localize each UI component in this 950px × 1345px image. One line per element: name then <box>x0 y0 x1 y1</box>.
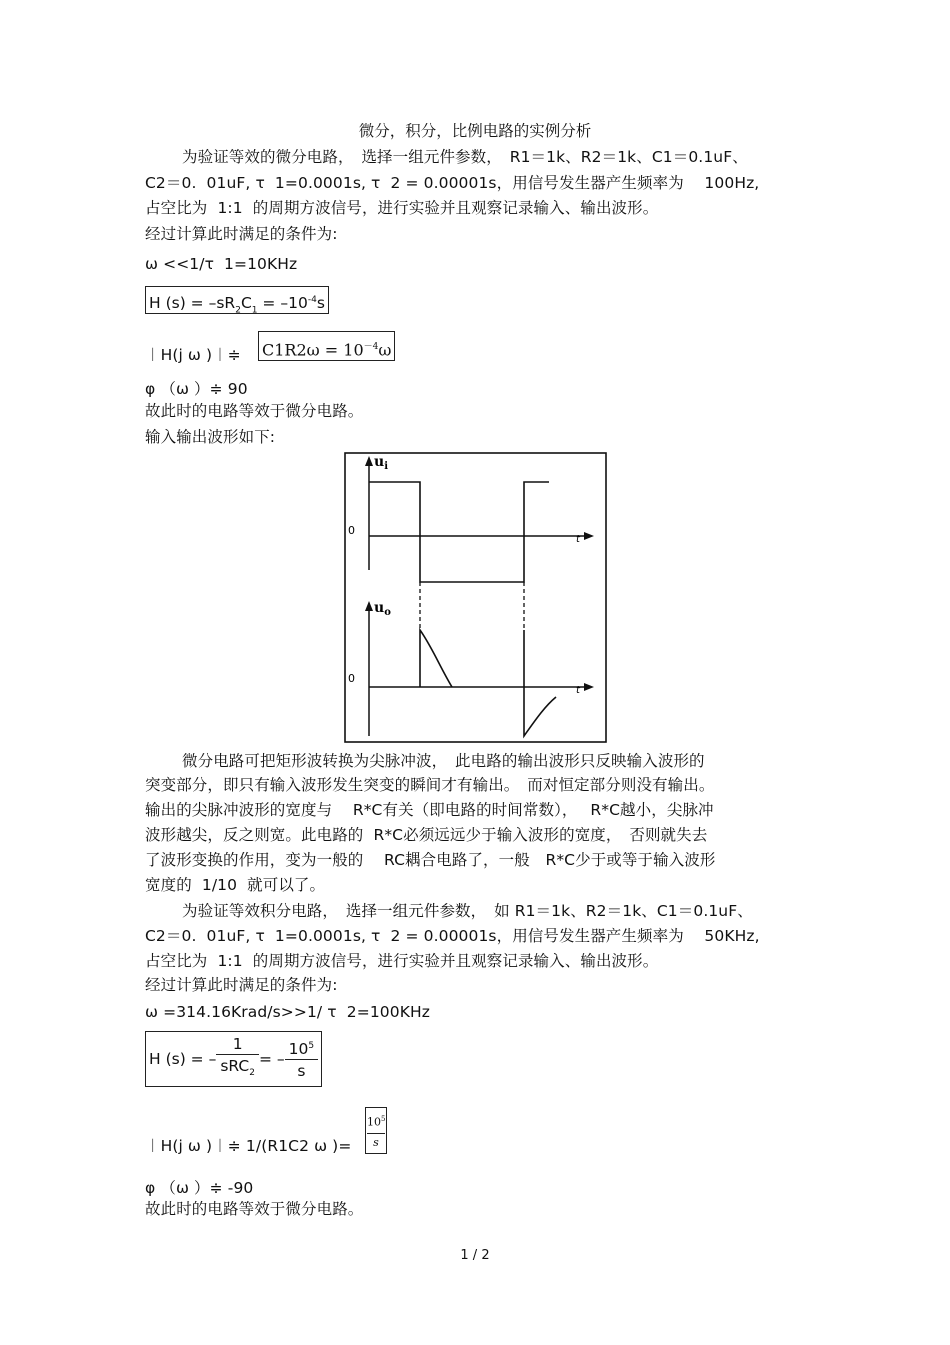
condition-label: 经过计算此时满足的条件为: <box>145 976 338 994</box>
page-number: 1 / 2 <box>460 1248 490 1263</box>
paragraph-line: 占空比为 1:1 的周期方波信号，进行实验并且观察记录输入、输出波形。 <box>145 199 659 217</box>
page-title: 微分，积分，比例电路的实例分析 <box>358 122 592 140</box>
paragraph-line: 突变部分，即只有输入波形发生突变的瞬间才有输出。 而对恒定部分则没有输出。 <box>145 776 715 794</box>
magnitude-label: ︱H(j ω )︱≑ 1/(R1C2 ω )= <box>145 1137 352 1155</box>
input-label: $u_i$ <box>374 454 388 472</box>
output-t-label: t <box>576 685 580 696</box>
fraction: $\frac{10^5}{s}$ <box>285 1036 318 1082</box>
figure-frame <box>345 453 606 742</box>
paragraph-line: 为验证等效的微分电路， 选择一组元件参数， R1＝1k、R2＝1k、C1＝0.1uF、 <box>182 148 748 166</box>
integrator-transfer-function-box: H (s) = – $\frac{1}{sRC_2}$ = – $\frac{10^5}{s}$ <box>145 1031 322 1087</box>
waveform-figure <box>344 452 608 744</box>
magnitude-label: ︱H(j ω )︱≑ <box>145 346 241 364</box>
magnitude-fraction-box: $10^5$ s <box>365 1107 387 1154</box>
magnitude-formula-box: $C1R2\omega = 10^{-4}\omega$ <box>258 331 395 361</box>
paragraph-line: 微分电路可把矩形波转换为尖脉冲波， 此电路的输出波形只反映输入波形的 <box>182 752 705 770</box>
transfer-function-box: H $(s) = -sR_2C_1 = -10^{-4}s$ <box>145 286 329 314</box>
condition-label: 经过计算此时满足的条件为: <box>145 225 338 243</box>
condition-formula: ω <<1/τ 1=10KHz <box>145 255 298 273</box>
output-zero-label: 0 <box>348 672 355 685</box>
paragraph-line: C2＝0. 01uF, τ 1=0.0001s, τ 2 = 0.00001s，用信号发生器产生频率为 100Hz, <box>145 174 760 192</box>
condition-formula: ω =314.16Krad/s>>1/ τ 2=100KHz <box>145 1003 430 1021</box>
paragraph-line: 波形越尖，反之则宽。此电路的 R*C必须远远少于输入波形的宽度， 否则就失去 <box>145 826 708 844</box>
phase-formula: φ （ω ）≑ 90 <box>145 380 248 398</box>
input-zero-label: 0 <box>348 524 355 537</box>
paragraph-line: 为验证等效积分电路， 选择一组元件参数， 如 R1＝1k、R2＝1k、C1＝0.1uF、 <box>182 902 753 920</box>
conclusion: 故此时的电路等效于微分电路。 <box>145 402 364 420</box>
paragraph-line: 了波形变换的作用，变为一般的 RC耦合电路了，一般 R*C少于或等于输入波形 <box>145 851 716 869</box>
paragraph-line: 宽度的 1/10 就可以了。 <box>145 876 326 894</box>
paragraph-line: 占空比为 1:1 的周期方波信号，进行实验并且观察记录输入、输出波形。 <box>145 952 659 970</box>
input-t-label: t <box>576 534 580 545</box>
phase-formula: φ （ω ）≑ -90 <box>145 1179 254 1197</box>
paragraph-line: C2＝0. 01uF, τ 1=0.0001s, τ 2 = 0.00001s，用信号发生器产生频率为 50KHz, <box>145 927 760 945</box>
waveform-label: 输入输出波形如下: <box>145 428 276 446</box>
conclusion: 故此时的电路等效于微分电路。 <box>145 1200 364 1218</box>
output-label: $u_o$ <box>374 600 391 618</box>
paragraph-line: 输出的尖脉冲波形的宽度与 R*C有关（即电路的时间常数）， R*C越小，尖脉冲 <box>145 801 714 819</box>
fraction: $\frac{1}{sRC_2}$ <box>216 1034 259 1084</box>
